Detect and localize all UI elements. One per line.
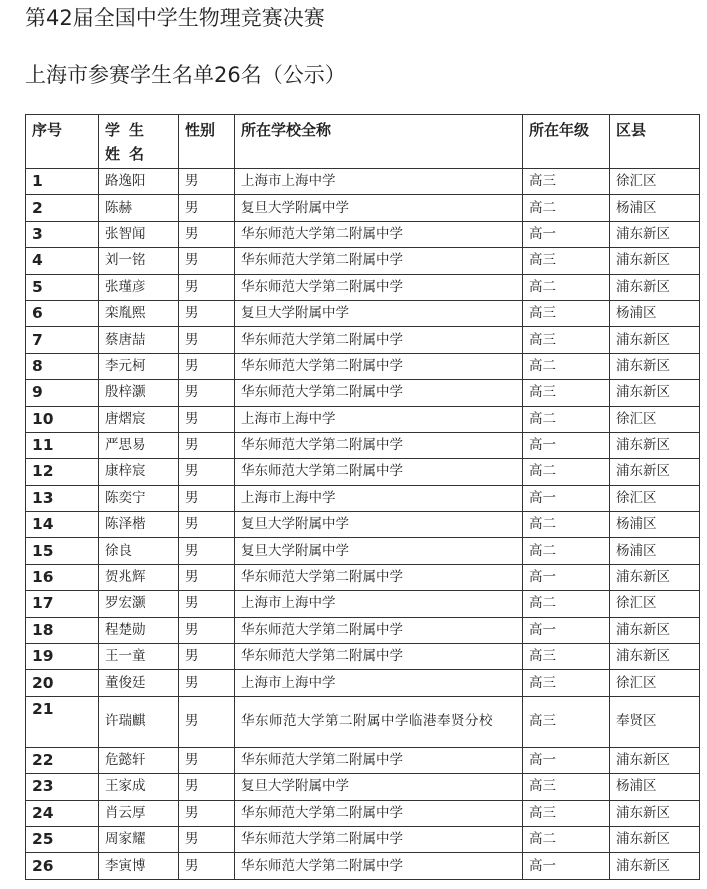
cell-name: 李寅博	[99, 853, 179, 879]
table-row	[26, 538, 700, 564]
cell-school: 华东师范大学第二附属中学	[235, 617, 523, 643]
cell-district: 浦东新区	[610, 826, 700, 852]
cell-name: 王家成	[99, 774, 179, 800]
cell-grade: 高三	[523, 800, 610, 826]
cell-grade: 高一	[523, 747, 610, 773]
cell-name: 李元柯	[99, 353, 179, 379]
cell-name: 王一童	[99, 644, 179, 670]
cell-district: 浦东新区	[610, 853, 700, 879]
table-row	[26, 485, 700, 511]
cell-grade: 高二	[523, 512, 610, 538]
cell-grade: 高三	[523, 300, 610, 326]
cell-district: 浦东新区	[610, 747, 700, 773]
cell-name: 唐熠宸	[99, 406, 179, 432]
header-district: 区县	[610, 115, 700, 169]
cell-name: 罗宏灏	[99, 591, 179, 617]
cell-district: 徐汇区	[610, 670, 700, 696]
cell-district: 奉贤区	[610, 696, 700, 747]
cell-seq: 7	[26, 327, 99, 353]
cell-district: 浦东新区	[610, 644, 700, 670]
cell-name: 殷梓灏	[99, 380, 179, 406]
table-row	[26, 696, 700, 747]
cell-gender: 男	[179, 564, 235, 590]
table-row	[26, 406, 700, 432]
cell-school: 华东师范大学第二附属中学	[235, 432, 523, 458]
cell-school: 上海市上海中学	[235, 406, 523, 432]
cell-name: 许瑞麒	[99, 696, 179, 747]
cell-name: 刘一铭	[99, 248, 179, 274]
cell-name: 张瑾彦	[99, 274, 179, 300]
table-row	[26, 591, 700, 617]
cell-grade: 高二	[523, 353, 610, 379]
cell-name: 程楚勋	[99, 617, 179, 643]
cell-seq: 6	[26, 300, 99, 326]
cell-gender: 男	[179, 406, 235, 432]
cell-gender: 男	[179, 327, 235, 353]
cell-seq: 17	[26, 591, 99, 617]
cell-seq: 20	[26, 670, 99, 696]
table-row	[26, 512, 700, 538]
cell-school: 华东师范大学第二附属中学	[235, 644, 523, 670]
cell-gender: 男	[179, 195, 235, 221]
cell-school: 华东师范大学第二附属中学	[235, 800, 523, 826]
cell-name: 董俊廷	[99, 670, 179, 696]
cell-grade: 高三	[523, 327, 610, 353]
header-grade: 所在年级	[523, 115, 610, 169]
cell-gender: 男	[179, 696, 235, 747]
document-subtitle: 上海市参赛学生名单26名（公示）	[25, 63, 346, 87]
cell-gender: 男	[179, 248, 235, 274]
table-row	[26, 274, 700, 300]
cell-name: 栾胤熙	[99, 300, 179, 326]
table-row	[26, 564, 700, 590]
cell-district: 浦东新区	[610, 221, 700, 247]
cell-name: 徐良	[99, 538, 179, 564]
cell-grade: 高三	[523, 169, 610, 195]
cell-gender: 男	[179, 274, 235, 300]
cell-grade: 高一	[523, 432, 610, 458]
cell-seq: 4	[26, 248, 99, 274]
cell-district: 浦东新区	[610, 432, 700, 458]
cell-seq: 10	[26, 406, 99, 432]
cell-seq: 26	[26, 853, 99, 879]
cell-seq: 1	[26, 169, 99, 195]
cell-gender: 男	[179, 459, 235, 485]
cell-school: 华东师范大学第二附属中学	[235, 248, 523, 274]
cell-seq: 21	[26, 696, 99, 747]
cell-gender: 男	[179, 747, 235, 773]
cell-school: 华东师范大学第二附属中学	[235, 853, 523, 879]
cell-seq: 13	[26, 485, 99, 511]
cell-gender: 男	[179, 774, 235, 800]
cell-grade: 高二	[523, 274, 610, 300]
cell-school: 复旦大学附属中学	[235, 300, 523, 326]
cell-district: 浦东新区	[610, 248, 700, 274]
table-row	[26, 432, 700, 458]
cell-grade: 高一	[523, 853, 610, 879]
cell-school: 华东师范大学第二附属中学	[235, 221, 523, 247]
cell-school: 复旦大学附属中学	[235, 538, 523, 564]
cell-seq: 8	[26, 353, 99, 379]
cell-school: 华东师范大学第二附属中学	[235, 826, 523, 852]
cell-school: 华东师范大学第二附属中学临港奉贤分校	[235, 696, 523, 747]
cell-district: 浦东新区	[610, 459, 700, 485]
cell-name: 陈赫	[99, 195, 179, 221]
cell-seq: 25	[26, 826, 99, 852]
cell-name: 陈泽楷	[99, 512, 179, 538]
cell-seq: 19	[26, 644, 99, 670]
cell-school: 上海市上海中学	[235, 485, 523, 511]
table-row	[26, 670, 700, 696]
cell-school: 华东师范大学第二附属中学	[235, 274, 523, 300]
cell-gender: 男	[179, 853, 235, 879]
cell-seq: 23	[26, 774, 99, 800]
cell-district: 浦东新区	[610, 274, 700, 300]
cell-grade: 高三	[523, 644, 610, 670]
cell-seq: 24	[26, 800, 99, 826]
table-row	[26, 169, 700, 195]
table-header-row	[26, 115, 700, 169]
cell-gender: 男	[179, 221, 235, 247]
cell-gender: 男	[179, 432, 235, 458]
cell-district: 徐汇区	[610, 406, 700, 432]
cell-gender: 男	[179, 380, 235, 406]
cell-seq: 3	[26, 221, 99, 247]
table-row	[26, 380, 700, 406]
cell-seq: 9	[26, 380, 99, 406]
table-row	[26, 644, 700, 670]
table-row	[26, 617, 700, 643]
cell-grade: 高二	[523, 591, 610, 617]
cell-grade: 高一	[523, 485, 610, 511]
table-row	[26, 300, 700, 326]
cell-name: 危懿轩	[99, 747, 179, 773]
cell-district: 徐汇区	[610, 169, 700, 195]
cell-grade: 高二	[523, 195, 610, 221]
table-row	[26, 195, 700, 221]
cell-school: 上海市上海中学	[235, 670, 523, 696]
cell-school: 华东师范大学第二附属中学	[235, 459, 523, 485]
cell-name: 蔡唐喆	[99, 327, 179, 353]
cell-seq: 15	[26, 538, 99, 564]
cell-school: 复旦大学附属中学	[235, 774, 523, 800]
cell-district: 杨浦区	[610, 195, 700, 221]
cell-seq: 5	[26, 274, 99, 300]
cell-gender: 男	[179, 800, 235, 826]
cell-grade: 高三	[523, 774, 610, 800]
header-seq: 序号	[26, 115, 99, 169]
table-row	[26, 459, 700, 485]
cell-gender: 男	[179, 512, 235, 538]
cell-grade: 高二	[523, 406, 610, 432]
cell-gender: 男	[179, 353, 235, 379]
cell-grade: 高三	[523, 696, 610, 747]
cell-grade: 高三	[523, 248, 610, 274]
cell-gender: 男	[179, 485, 235, 511]
cell-name: 陈奕宁	[99, 485, 179, 511]
cell-district: 浦东新区	[610, 380, 700, 406]
cell-seq: 2	[26, 195, 99, 221]
table-row	[26, 853, 700, 879]
cell-seq: 11	[26, 432, 99, 458]
cell-school: 华东师范大学第二附属中学	[235, 747, 523, 773]
cell-district: 浦东新区	[610, 617, 700, 643]
cell-seq: 16	[26, 564, 99, 590]
cell-district: 杨浦区	[610, 512, 700, 538]
cell-gender: 男	[179, 644, 235, 670]
cell-name: 严思易	[99, 432, 179, 458]
cell-grade: 高一	[523, 221, 610, 247]
cell-name: 张智闻	[99, 221, 179, 247]
cell-school: 复旦大学附属中学	[235, 195, 523, 221]
header-school: 所在学校全称	[235, 115, 523, 169]
cell-seq: 14	[26, 512, 99, 538]
cell-gender: 男	[179, 826, 235, 852]
cell-name: 路逸阳	[99, 169, 179, 195]
document-title: 第42届全国中学生物理竞赛决赛	[25, 6, 325, 30]
cell-district: 徐汇区	[610, 485, 700, 511]
cell-district: 徐汇区	[610, 591, 700, 617]
cell-grade: 高三	[523, 380, 610, 406]
cell-grade: 高一	[523, 564, 610, 590]
cell-school: 上海市上海中学	[235, 169, 523, 195]
table-row	[26, 221, 700, 247]
student-roster-table	[25, 114, 700, 880]
cell-gender: 男	[179, 300, 235, 326]
table-row	[26, 800, 700, 826]
cell-grade: 高三	[523, 670, 610, 696]
cell-district: 杨浦区	[610, 538, 700, 564]
table-row	[26, 826, 700, 852]
cell-name: 贺兆辉	[99, 564, 179, 590]
cell-school: 华东师范大学第二附属中学	[235, 353, 523, 379]
header-gender: 性别	[179, 115, 235, 169]
cell-school: 华东师范大学第二附属中学	[235, 327, 523, 353]
cell-gender: 男	[179, 591, 235, 617]
table-row	[26, 248, 700, 274]
cell-gender: 男	[179, 538, 235, 564]
cell-seq: 22	[26, 747, 99, 773]
cell-name: 康梓宸	[99, 459, 179, 485]
cell-grade: 高二	[523, 538, 610, 564]
table-row	[26, 353, 700, 379]
cell-grade: 高二	[523, 826, 610, 852]
table-body	[26, 169, 700, 880]
cell-gender: 男	[179, 617, 235, 643]
header-name: 学生姓名	[99, 115, 179, 169]
cell-school: 上海市上海中学	[235, 591, 523, 617]
cell-district: 杨浦区	[610, 300, 700, 326]
cell-district: 浦东新区	[610, 564, 700, 590]
table-row	[26, 747, 700, 773]
cell-district: 浦东新区	[610, 800, 700, 826]
cell-district: 浦东新区	[610, 327, 700, 353]
cell-seq: 18	[26, 617, 99, 643]
cell-seq: 12	[26, 459, 99, 485]
cell-school: 华东师范大学第二附属中学	[235, 564, 523, 590]
cell-name: 肖云厚	[99, 800, 179, 826]
cell-name: 周家耀	[99, 826, 179, 852]
cell-school: 复旦大学附属中学	[235, 512, 523, 538]
table-row	[26, 774, 700, 800]
table-row	[26, 327, 700, 353]
cell-district: 浦东新区	[610, 353, 700, 379]
cell-grade: 高二	[523, 459, 610, 485]
cell-district: 杨浦区	[610, 774, 700, 800]
cell-gender: 男	[179, 670, 235, 696]
cell-grade: 高一	[523, 617, 610, 643]
cell-gender: 男	[179, 169, 235, 195]
cell-school: 华东师范大学第二附属中学	[235, 380, 523, 406]
